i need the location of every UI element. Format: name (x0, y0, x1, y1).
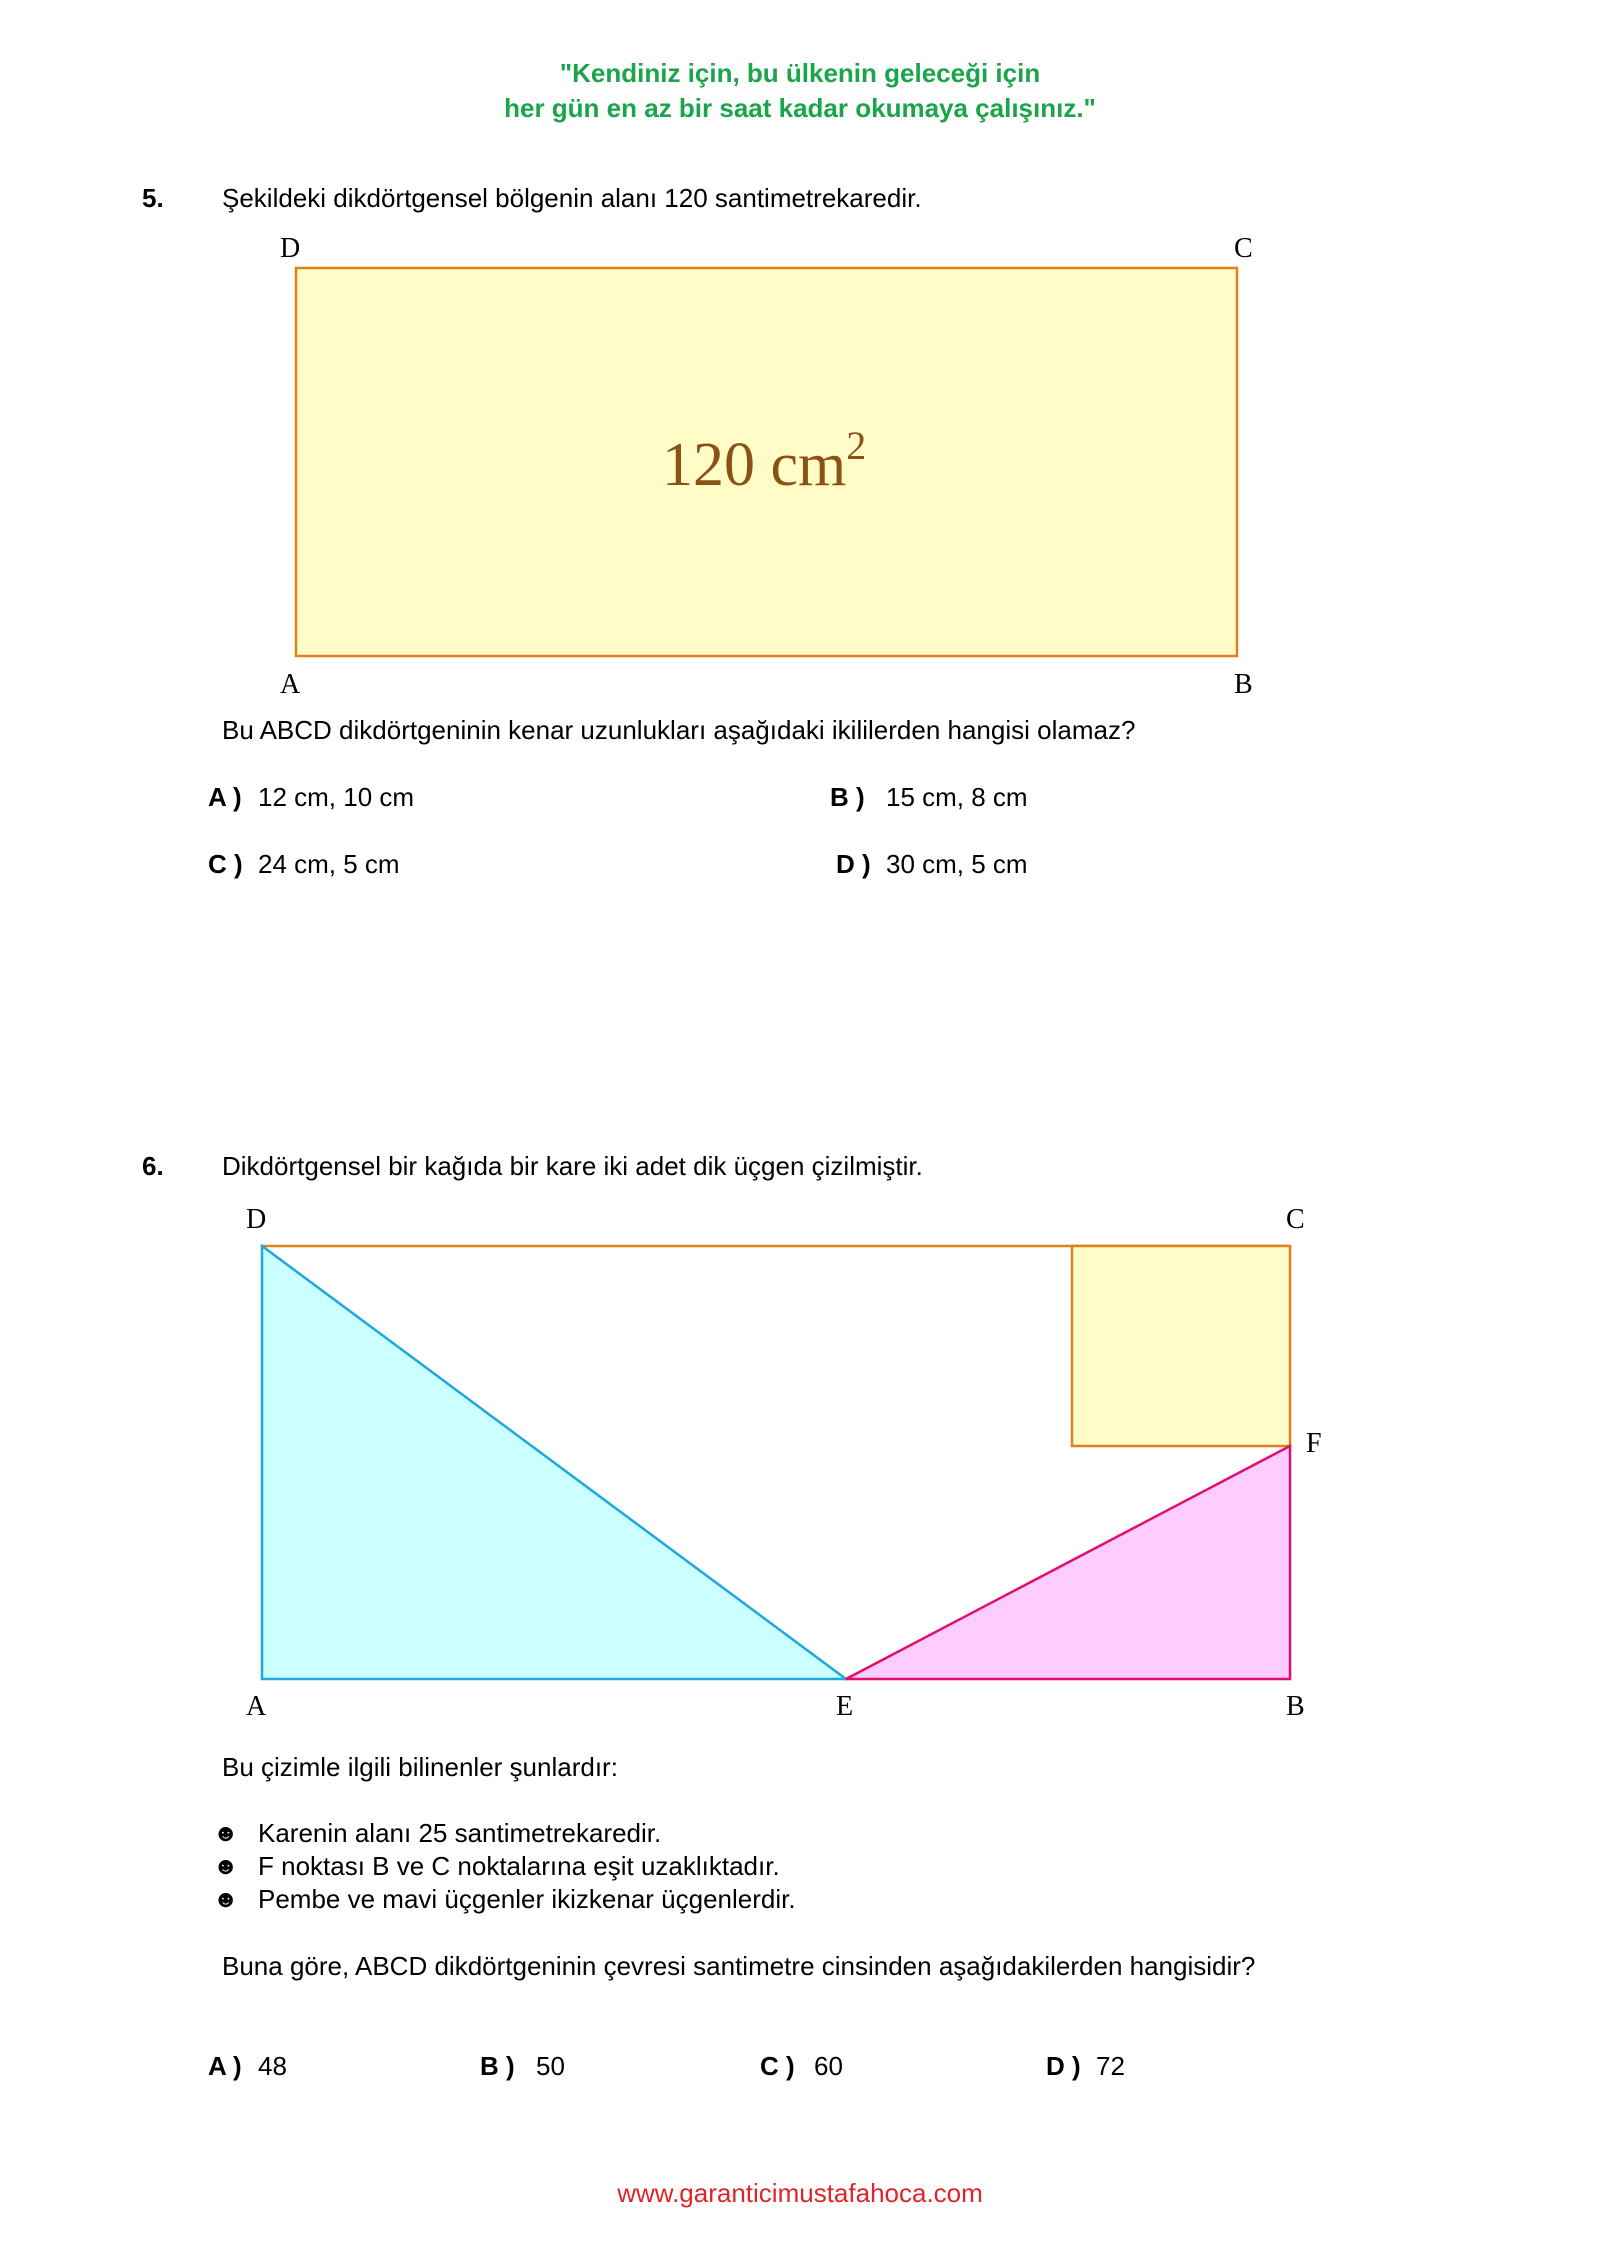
q5-option-b-text[interactable]: 15 cm, 8 cm (886, 782, 1028, 812)
vertex-label-e: E (836, 1691, 854, 1722)
quote-line-1: "Kendiniz için, bu ülkenin geleceği için (559, 58, 1041, 88)
area-label (662, 423, 866, 499)
q5-option-b-letter[interactable]: B ) (830, 782, 865, 812)
question-5-text: Şekildeki dikdörtgensel bölgenin alanı 120 santimetrekaredir. (222, 183, 922, 213)
q5-option-a-letter[interactable]: A ) (208, 782, 242, 812)
vertex-label-c: C (1286, 1204, 1305, 1235)
smiley-bullet-icon: ☻ (213, 1820, 239, 1847)
q6-option-a-letter[interactable]: A ) (208, 2051, 242, 2081)
vertex-label-d: D (280, 233, 301, 264)
q5-option-c-letter[interactable]: C ) (208, 849, 243, 879)
q5-option-c-text[interactable]: 24 cm, 5 cm (258, 849, 400, 879)
smiley-bullet-icon: ☻ (213, 1853, 239, 1880)
fact-item: Karenin alanı 25 santimetrekaredir. (258, 1818, 662, 1848)
vertex-label-a: A (246, 1691, 267, 1722)
vertex-label-d: D (246, 1204, 267, 1235)
question-5-number: 5. (142, 183, 164, 213)
pink-triangle (846, 1446, 1290, 1679)
vertex-label-b: B (1234, 669, 1253, 700)
area-value: 120 cm (662, 431, 847, 499)
q6-option-a-text[interactable]: 48 (258, 2051, 287, 2081)
area-exponent: 2 (846, 423, 867, 468)
q6-option-d-letter[interactable]: D ) (1046, 2051, 1081, 2081)
q6-option-c-letter[interactable]: C ) (760, 2051, 795, 2081)
question-6-figure (0, 1190, 1600, 1740)
q6-option-b-text[interactable]: 50 (536, 2051, 565, 2081)
question-6-prompt: Buna göre, ABCD dikdörtgeninin çevresi santimetre cinsinden aşağıdakilerden hangisidir? (222, 1951, 1256, 1981)
question-6-number: 6. (142, 1151, 164, 1181)
q5-option-d-text[interactable]: 30 cm, 5 cm (886, 849, 1028, 879)
question-5-figure (0, 0, 1600, 720)
q5-option-a-text[interactable]: 12 cm, 10 cm (258, 782, 415, 812)
vertex-label-c: C (1234, 233, 1253, 264)
vertex-label-a: A (280, 669, 301, 700)
known-intro: Bu çizimle ilgili bilinenler şunlardır: (222, 1752, 618, 1782)
vertex-label-b: B (1286, 1691, 1305, 1722)
square-shape (1072, 1246, 1290, 1446)
blue-triangle (262, 1246, 846, 1679)
footer-link[interactable]: www.garanticimustafahoca.com (617, 2178, 983, 2208)
fact-item: Pembe ve mavi üçgenler ikizkenar üçgenlerdir. (258, 1884, 796, 1914)
quote-line-2: her gün en az bir saat kadar okumaya çalışınız." (504, 93, 1096, 123)
q6-option-b-letter[interactable]: B ) (480, 2051, 515, 2081)
fact-item: F noktası B ve C noktalarına eşit uzaklıktadır. (258, 1851, 780, 1881)
question-6-text: Dikdörtgensel bir kağıda bir kare iki adet dik üçgen çizilmiştir. (222, 1151, 923, 1181)
vertex-label-f: F (1306, 1428, 1322, 1459)
q5-option-d-letter[interactable]: D ) (836, 849, 871, 879)
q6-option-c-text[interactable]: 60 (814, 2051, 843, 2081)
q6-option-d-text[interactable]: 72 (1096, 2051, 1125, 2081)
smiley-bullet-icon: ☻ (213, 1886, 239, 1913)
question-5-prompt: Bu ABCD dikdörtgeninin kenar uzunlukları aşağıdaki ikililerden hangisi olamaz? (222, 715, 1136, 745)
